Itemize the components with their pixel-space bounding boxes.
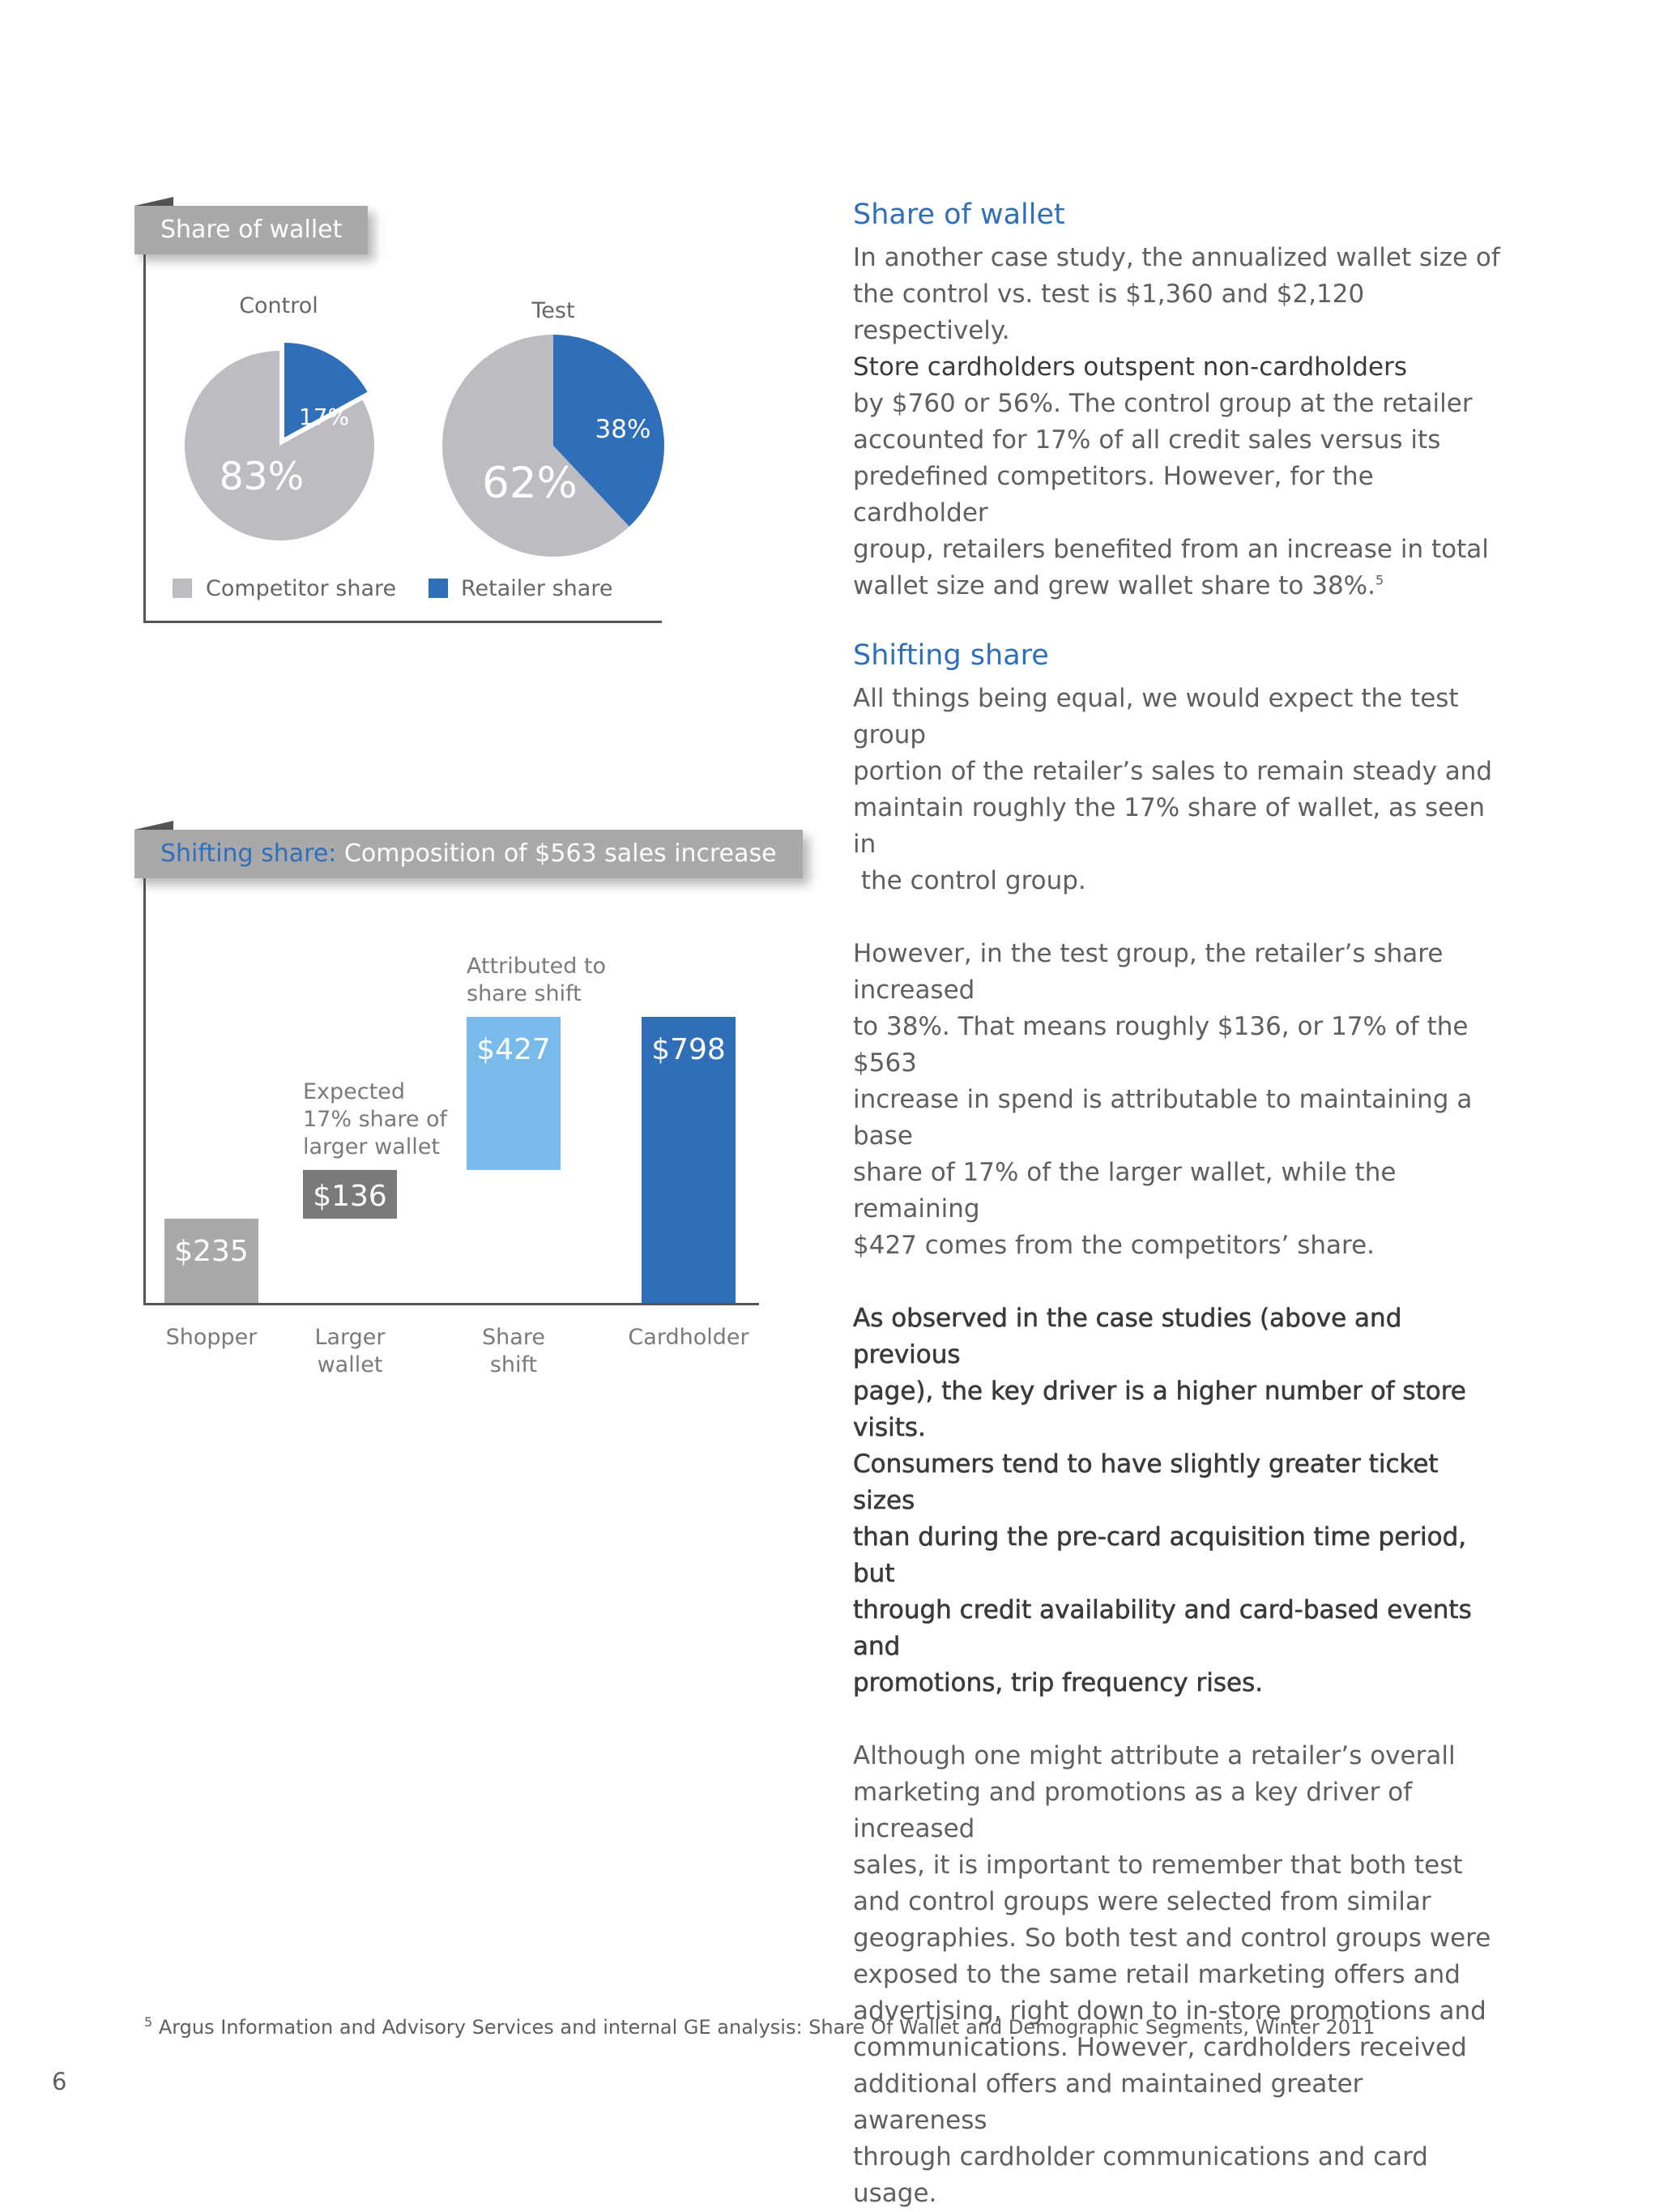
control-competitor-label: 83% bbox=[219, 455, 305, 499]
bar-annotation-line: Attributed to bbox=[467, 954, 607, 979]
p1-last-text: wallet size and grew wallet share to 38%. bbox=[853, 571, 1375, 600]
p1-line-4: by $760 or 56%. The control group at the retailer bbox=[853, 389, 1473, 418]
footnote-text: Argus Information and Advisory Services and internal GE analysis: Share Of Wallet and Demographic Segments, Winter 2011 bbox=[152, 2016, 1375, 2039]
p5-line-4: and control groups were selected from similar bbox=[853, 1887, 1431, 1916]
p2-line-1: All things being equal, we would expect the test group bbox=[853, 684, 1459, 749]
control-retailer-label: 17% bbox=[298, 404, 350, 430]
p5-line-6: exposed to the same retail marketing offers and bbox=[853, 1960, 1461, 1989]
p4-line-6: promotions, trip frequency rises. bbox=[853, 1668, 1264, 1697]
page-number: 6 bbox=[52, 2068, 67, 2095]
p4-line-2: page), the key driver is a higher number of store visits. bbox=[853, 1377, 1466, 1442]
x-tick-label: Share bbox=[482, 1325, 545, 1350]
p1-line-6: predefined competitors. However, for the cardholder bbox=[853, 462, 1374, 527]
p5-line-10: through cardholder communications and card usage. bbox=[853, 2142, 1428, 2208]
p3-line-3: increase in spend is attributable to maintaining a base bbox=[853, 1085, 1473, 1151]
bar-annotation-line: share shift bbox=[467, 981, 582, 1006]
p5-line-5: geographies. So both test and control groups were bbox=[853, 1924, 1491, 1953]
p4-line-4: than during the pre-card acquisition time period, but bbox=[853, 1522, 1467, 1588]
p1-line-5: accounted for 17% of all credit sales versus its bbox=[853, 425, 1441, 455]
p3-line-1: However, in the test group, the retailer’s share increased bbox=[853, 939, 1444, 1005]
test-retailer-label: 38% bbox=[595, 415, 651, 444]
p1-line-7: group, retailers benefited from an increase in total bbox=[853, 535, 1489, 564]
bar-value-label: $235 bbox=[174, 1235, 249, 1269]
p4-line-5: through credit availability and card-based events and bbox=[853, 1595, 1472, 1661]
key-driver-paragraph bbox=[853, 1300, 1501, 1702]
bar-value-label: $136 bbox=[313, 1179, 387, 1213]
footnote bbox=[144, 2016, 1521, 2039]
footnote-ref-5: 5 bbox=[1375, 572, 1384, 588]
p1-line-8 bbox=[853, 568, 1501, 604]
pie-panel-title: Share of wallet bbox=[160, 216, 343, 244]
heading-shifting-share: Shifting share bbox=[853, 639, 1049, 672]
test-competitor-label: 62% bbox=[482, 459, 578, 508]
bar-annotation-line: larger wallet bbox=[303, 1134, 440, 1159]
footnote-marker: 5 bbox=[144, 2014, 153, 2030]
legend-label-competitor: Competitor share bbox=[206, 576, 397, 601]
x-tick-label: Shopper bbox=[165, 1325, 258, 1350]
heading-share-of-wallet: Share of wallet bbox=[853, 199, 1065, 231]
p1-line-1: In another case study, the annualized wallet size of bbox=[853, 243, 1500, 272]
p1-emphasis: Store cardholders outspent non-cardholders bbox=[853, 352, 1407, 382]
p4-line-1: As observed in the case studies (above and previous bbox=[853, 1304, 1402, 1369]
bar-value-label: $427 bbox=[476, 1033, 551, 1066]
bar-panel-title: Composition of $563 sales increase bbox=[336, 839, 777, 868]
p3-line-4: share of 17% of the larger wallet, while the remaining bbox=[853, 1158, 1397, 1223]
p5-line-2: marketing and promotions as a key driver of increased bbox=[853, 1778, 1413, 1843]
article-column bbox=[853, 194, 1501, 2212]
waterfall-chart bbox=[0, 0, 810, 1426]
p5-line-8: communications. However, cardholders received bbox=[853, 2033, 1467, 2062]
control-pie-title: Control bbox=[239, 293, 318, 318]
p5-line-1: Although one might attribute a retailer’s overall bbox=[853, 1741, 1456, 1770]
p3-line-5: $427 comes from the competitors’ share. bbox=[853, 1231, 1375, 1260]
x-tick-label: Cardholder bbox=[628, 1325, 749, 1350]
p2-line-3: maintain roughly the 17% share of wallet, as seen in bbox=[853, 793, 1485, 859]
bar-annotation-line: Expected bbox=[303, 1078, 405, 1104]
p5-line-9: additional offers and maintained greater awareness bbox=[853, 2069, 1363, 2135]
x-tick-label: Larger bbox=[314, 1325, 386, 1350]
legend-label-retailer: Retailer share bbox=[461, 576, 613, 601]
p4-line-3: Consumers tend to have slightly greater ticket sizes bbox=[853, 1450, 1439, 1515]
x-tick-label: shift bbox=[489, 1352, 538, 1377]
p2-line-4: the control group. bbox=[853, 866, 1086, 895]
bar-value-label: $798 bbox=[651, 1033, 726, 1066]
x-tick-label: wallet bbox=[317, 1352, 383, 1377]
p5-line-7: advertising, right down to in-store promotions and bbox=[853, 1996, 1486, 2026]
bar-panel-title-accent: Shifting share: bbox=[160, 839, 337, 868]
p1-line-2: the control vs. test is $1,360 and $2,120 respectively. bbox=[853, 280, 1365, 345]
bar-annotation-line: 17% share of bbox=[303, 1106, 448, 1132]
p3-line-2: to 38%. That means roughly $136, or 17% of the $563 bbox=[853, 1012, 1469, 1078]
test-pie-title: Test bbox=[531, 298, 575, 323]
p2-line-2: portion of the retailer’s sales to remain steady and bbox=[853, 757, 1493, 786]
p5-line-3: sales, it is important to remember that both test bbox=[853, 1851, 1463, 1880]
